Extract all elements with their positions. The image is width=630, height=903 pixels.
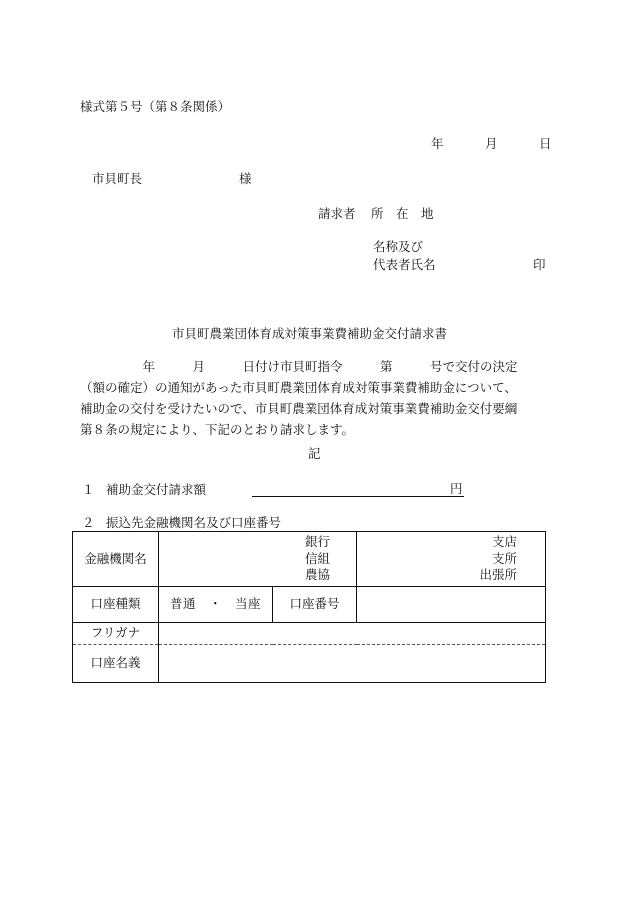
bank-type-bank: 銀行: [305, 533, 331, 549]
furigana-cell[interactable]: [159, 623, 546, 645]
item2-number: ２: [82, 515, 95, 530]
document-title: 市貝町農業団体育成対策事業費補助金交付請求書: [172, 326, 448, 341]
account-name-label-cell: [73, 645, 159, 683]
bank-row-account: [73, 587, 546, 623]
branch-type-sub-office: 出張所: [479, 567, 518, 583]
bank-row-account-name: [73, 645, 546, 683]
institution-label-cell: [73, 532, 159, 587]
branch-type-stack: [357, 534, 545, 585]
item1-number: １: [82, 482, 95, 497]
body-paragraph: [80, 356, 550, 440]
furigana-label-cell: [73, 623, 159, 645]
date-month-label: 月: [485, 136, 498, 151]
form-number: 様式第５号（第８条関係）: [80, 99, 231, 114]
addressee-name: 市貝町長: [92, 171, 143, 186]
claimant-address-label: 所 在 地: [371, 206, 434, 221]
bank-name-cell[interactable]: [159, 532, 357, 587]
bank-type-stack: [159, 534, 356, 585]
body-line-2: （額の確定）の通知があった市貝町農業団体育成対策事業費補助金について、: [80, 380, 517, 395]
account-type-label-cell: [73, 587, 159, 623]
body-line-1: 年 月 日付け市貝町指令 第 号で交付の決定: [80, 359, 518, 374]
date-day-label: 日: [539, 136, 552, 151]
account-number-label: 口座番号: [289, 596, 340, 612]
amount-underline: [252, 496, 464, 497]
branch-name-cell[interactable]: [357, 532, 546, 587]
claimant-label: 請求者: [318, 206, 356, 221]
seal-mark: 印: [533, 257, 546, 272]
item1-yen-unit: 円: [450, 481, 463, 496]
branch-type-office: 支所: [492, 550, 518, 566]
account-type-options-cell[interactable]: [159, 587, 273, 623]
account-name-label: 口座名義: [90, 655, 141, 671]
bank-type-credit-union: 信組: [305, 550, 331, 566]
item1-label: 補助金交付請求額: [106, 482, 207, 497]
bank-row-furigana: [73, 623, 546, 645]
body-line-4: 第８条の規定により、下記のとおり請求します。: [80, 422, 355, 437]
date-year-label: 年: [431, 136, 444, 151]
item2-label: 振込先金融機関名及び口座番号: [106, 515, 282, 530]
body-line-3: 補助金の交付を受けたいので、市貝町農業団体育成対策事業費補助金交付要綱: [80, 401, 518, 416]
account-number-label-cell: [273, 587, 357, 623]
bank-account-table: [72, 531, 546, 683]
account-type-label: 口座種類: [90, 596, 141, 612]
claimant-name-label-1: 名称及び: [373, 239, 424, 254]
account-number-cell[interactable]: [357, 587, 546, 623]
bank-row-institution: [73, 532, 546, 587]
ki-heading: 記: [308, 446, 321, 461]
institution-label: 金融機関名: [84, 550, 147, 566]
branch-type-branch: 支店: [492, 533, 518, 549]
claimant-name-label-2: 代表者氏名: [373, 257, 436, 272]
furigana-label: フリガナ: [90, 625, 141, 641]
addressee-honorific: 様: [239, 171, 252, 186]
account-type-options: 普通 ・ 当座: [169, 596, 261, 612]
account-name-cell[interactable]: [159, 645, 546, 683]
bank-type-agri-coop: 農協: [305, 567, 331, 583]
